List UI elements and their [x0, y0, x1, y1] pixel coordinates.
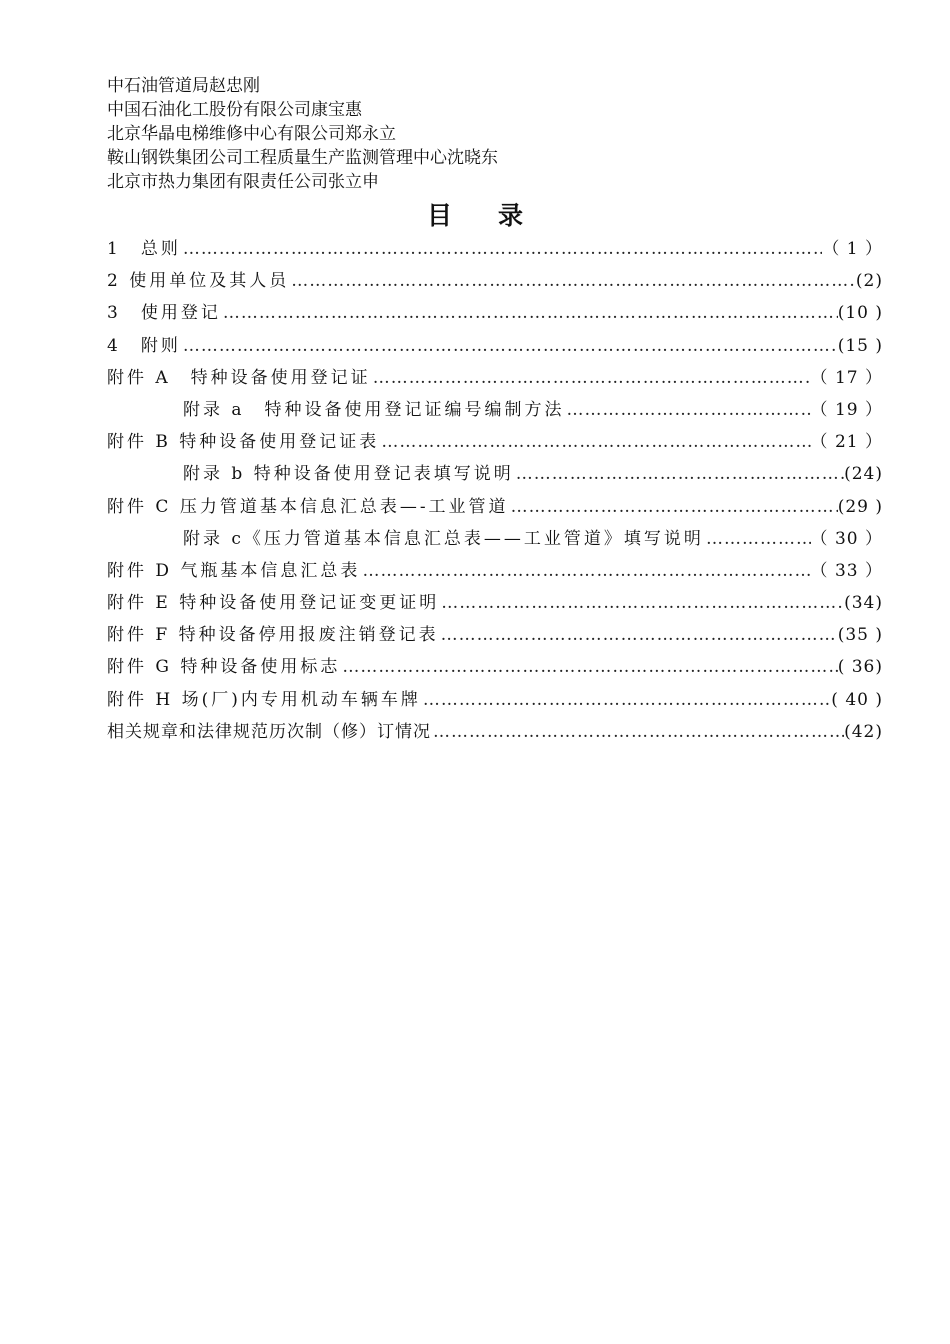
- toc-entry[interactable]: [107, 426, 883, 458]
- toc-entry-label: 附件 F 特种设备停用报废注销登记表: [107, 625, 439, 646]
- toc-leader-dots: [421, 684, 831, 716]
- toc-leader-dots: [371, 362, 811, 394]
- toc-title-part1: 目: [426, 201, 452, 230]
- toc-entry-label: 2 使用单位及其人员: [107, 271, 290, 292]
- toc-leader-dots: [360, 555, 810, 587]
- toc-entry-page: （ 19 ）: [810, 399, 883, 420]
- toc-entry-label: 1 总则: [107, 239, 181, 259]
- toc-entry[interactable]: [107, 716, 883, 748]
- toc-entry-label: 附件 H 场(厂)内专用机动车辆车牌: [107, 689, 421, 710]
- toc-leader-dots: [221, 297, 838, 329]
- author-list: [107, 74, 867, 194]
- toc-entry-label: 4 附则: [107, 335, 181, 356]
- toc-entry-page: （ 1 ）: [822, 239, 883, 259]
- toc-entry[interactable]: [107, 297, 883, 329]
- toc-subentry[interactable]: [107, 523, 883, 555]
- toc-entry-page: （ 30 ）: [810, 528, 883, 549]
- toc-entry-page: （ 21 ）: [810, 432, 883, 453]
- toc-leader-dots: [379, 426, 810, 458]
- author-line: 中国石油化工股份有限公司康宝惠: [107, 100, 362, 120]
- toc-entry-label: 附录 a 特种设备使用登记证编号编制方法: [183, 399, 565, 420]
- author-line: 中石油管道局赵忠刚: [107, 76, 260, 96]
- toc-subentry[interactable]: [107, 458, 883, 490]
- toc-entry-page: (35 ): [837, 625, 883, 646]
- toc-leader-dots: [509, 491, 838, 523]
- toc-entry-label: 附件 G 特种设备使用标志: [107, 657, 341, 678]
- author-line: 鞍山钢铁集团公司工程质量生产监测管理中心沈晓东: [107, 148, 498, 168]
- toc-entry-label: 相关规章和法律规范历次制（修）订情况: [107, 721, 431, 742]
- toc-entry-page: (42): [844, 721, 883, 742]
- toc-entry-page: (2): [855, 271, 883, 292]
- toc-leader-dots: [431, 716, 844, 748]
- toc-entry-label: 附件 B 特种设备使用登记证表: [107, 432, 380, 453]
- toc-leader-dots: [289, 265, 856, 297]
- toc-entry-page: ( 36): [837, 657, 883, 678]
- toc-entry-page: (29 ): [837, 496, 883, 517]
- toc-entry[interactable]: [107, 587, 883, 619]
- toc-leader-dots: [565, 394, 811, 426]
- toc-entry-page: (24): [844, 464, 883, 485]
- toc-entry[interactable]: [107, 265, 883, 297]
- toc-entry-label: 附件 D 气瓶基本信息汇总表: [107, 560, 361, 581]
- toc-entry-page: ( 40 ): [831, 689, 883, 710]
- toc-title-part2: 录: [498, 201, 524, 230]
- toc-entry-page: (34): [844, 593, 883, 614]
- toc-entry-page: （ 33 ）: [810, 560, 883, 581]
- toc-entry-label: 附录 c《压力管道基本信息汇总表——工业管道》填写说明: [183, 528, 704, 549]
- toc-leader-dots: [181, 233, 823, 265]
- toc-leader-dots: [439, 587, 844, 619]
- toc-entry[interactable]: [107, 491, 883, 523]
- toc-entry[interactable]: [107, 362, 883, 394]
- toc-entry-page: (15 ): [837, 335, 883, 356]
- toc-leader-dots: [514, 458, 844, 490]
- toc-subentry[interactable]: [107, 394, 883, 426]
- author-line: 北京华晶电梯维修中心有限公司郑永立: [107, 124, 396, 144]
- toc-entry-page: (10 ): [837, 303, 883, 324]
- toc-entry-label: 附录 b 特种设备使用登记表填写说明: [183, 464, 514, 485]
- toc-entry[interactable]: [107, 330, 883, 362]
- toc-entry[interactable]: [107, 651, 883, 683]
- table-of-contents: [107, 233, 883, 748]
- toc-title: [0, 199, 950, 233]
- toc-entry[interactable]: [107, 233, 883, 265]
- toc-entry-label: 3 使用登记: [107, 303, 221, 324]
- toc-leader-dots: [439, 619, 838, 651]
- toc-entry-page: （ 17 ）: [810, 367, 883, 388]
- toc-entry[interactable]: [107, 684, 883, 716]
- toc-leader-dots: [704, 523, 811, 555]
- toc-entry[interactable]: [107, 619, 883, 651]
- toc-entry-label: 附件 A 特种设备使用登记证: [107, 367, 371, 388]
- toc-leader-dots: [340, 651, 837, 683]
- toc-entry[interactable]: [107, 555, 883, 587]
- author-line: 北京市热力集团有限责任公司张立申: [107, 172, 379, 192]
- toc-entry-label: 附件 E 特种设备使用登记证变更证明: [107, 593, 440, 614]
- toc-entry-label: 附件 C 压力管道基本信息汇总表—-工业管道: [107, 496, 509, 517]
- toc-leader-dots: [181, 330, 838, 362]
